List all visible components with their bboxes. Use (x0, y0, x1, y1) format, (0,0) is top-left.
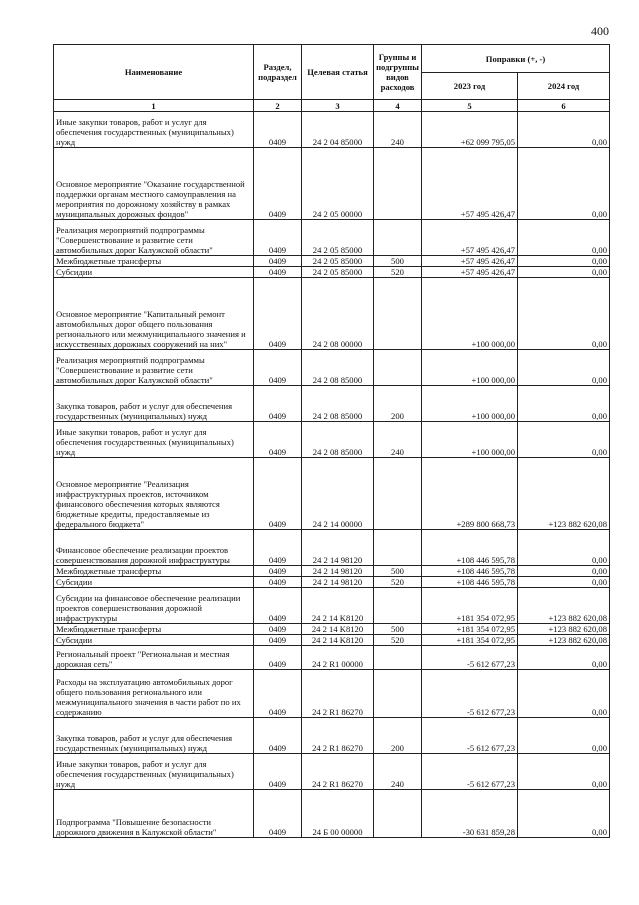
row-amount-2023: +100 000,00 (422, 350, 518, 386)
col-number: 2 (254, 100, 302, 112)
row-group (374, 790, 422, 838)
table-row (54, 386, 610, 422)
row-section: 0409 (254, 588, 302, 624)
row-amount-2024: +123 882 620,08 (518, 635, 610, 646)
row-section: 0409 (254, 256, 302, 267)
row-section: 0409 (254, 566, 302, 577)
row-section: 0409 (254, 386, 302, 422)
row-amount-2024: 0,00 (518, 422, 610, 458)
table-row (54, 458, 610, 530)
table-row (54, 624, 610, 635)
row-group (374, 670, 422, 718)
row-amount-2024: 0,00 (518, 530, 610, 566)
row-section: 0409 (254, 624, 302, 635)
row-amount-2023: -5 612 677,23 (422, 646, 518, 670)
row-target: 24 2 05 85000 (302, 267, 374, 278)
row-name: Основное мероприятие "Реализация инфраструктурных проектов, источником финансового обеспечения которых являются бюджетные кредиты, предоставляемые из федерального бюджета" (54, 458, 254, 530)
row-amount-2023: +108 446 595,78 (422, 566, 518, 577)
row-group: 240 (374, 422, 422, 458)
budget-amendments-table (53, 44, 610, 838)
row-amount-2023: +57 495 426,47 (422, 148, 518, 220)
row-group (374, 148, 422, 220)
row-group: 500 (374, 256, 422, 267)
row-target: 24 2 05 85000 (302, 220, 374, 256)
row-name: Региональный проект "Региональная и местная дорожная сеть" (54, 646, 254, 670)
header-groups: Группы и подгруппы видов расходов (374, 45, 422, 100)
row-amount-2024: 0,00 (518, 350, 610, 386)
header-target: Целевая статья (302, 45, 374, 100)
table-row (54, 530, 610, 566)
row-section: 0409 (254, 220, 302, 256)
row-amount-2023: +181 354 072,95 (422, 635, 518, 646)
row-target: 24 2 08 85000 (302, 422, 374, 458)
row-amount-2023: +100 000,00 (422, 422, 518, 458)
row-amount-2024: +123 882 620,08 (518, 458, 610, 530)
row-amount-2024: 0,00 (518, 256, 610, 267)
page-number: 400 (591, 24, 609, 38)
row-name: Иные закупки товаров, работ и услуг для обеспечения государственных (муниципальных) нужд (54, 422, 254, 458)
row-target: 24 2 14 98120 (302, 566, 374, 577)
row-section: 0409 (254, 350, 302, 386)
row-amount-2023: +181 354 072,95 (422, 624, 518, 635)
row-section: 0409 (254, 635, 302, 646)
table-row (54, 718, 610, 754)
row-amount-2024: 0,00 (518, 220, 610, 256)
table-row (54, 278, 610, 350)
table-row (54, 566, 610, 577)
row-name: Основное мероприятие "Оказание государственной поддержки органам местного самоуправления на мероприятия по дорожному хозяйству в рамках муниципальных дорожных фондов" (54, 148, 254, 220)
row-section: 0409 (254, 577, 302, 588)
row-amount-2023: +62 099 795,05 (422, 112, 518, 148)
row-group (374, 646, 422, 670)
row-name: Субсидии (54, 267, 254, 278)
row-amount-2024: 0,00 (518, 577, 610, 588)
row-section: 0409 (254, 148, 302, 220)
row-name: Субсидии (54, 635, 254, 646)
table-row (54, 148, 610, 220)
table-row (54, 635, 610, 646)
row-section: 0409 (254, 790, 302, 838)
header-year-2023: 2023 год (422, 73, 518, 100)
row-target: 24 2 R1 86270 (302, 754, 374, 790)
row-amount-2024: 0,00 (518, 718, 610, 754)
row-name: Расходы на эксплуатацию автомобильных дорог общего пользования регионального или межмуниципального значения в части работ по их содержанию (54, 670, 254, 718)
row-amount-2023: -5 612 677,23 (422, 754, 518, 790)
row-section: 0409 (254, 278, 302, 350)
col-number: 5 (422, 100, 518, 112)
row-name: Межбюджетные трансферты (54, 256, 254, 267)
row-amount-2024: 0,00 (518, 112, 610, 148)
row-section: 0409 (254, 670, 302, 718)
row-target: 24 2 R1 00000 (302, 646, 374, 670)
header-section: Раздел, подраздел (254, 45, 302, 100)
row-group (374, 220, 422, 256)
row-name: Реализация мероприятий подпрограммы "Совершенствование и развитие сети автомобильных дорог Калужской области" (54, 350, 254, 386)
row-target: 24 2 08 00000 (302, 278, 374, 350)
row-amount-2024: 0,00 (518, 278, 610, 350)
row-target: 24 2 14 K8120 (302, 635, 374, 646)
row-amount-2023: -5 612 677,23 (422, 718, 518, 754)
row-target: 24 2 04 85000 (302, 112, 374, 148)
row-amount-2023: -30 631 859,28 (422, 790, 518, 838)
row-group: 520 (374, 267, 422, 278)
row-target: 24 2 14 98120 (302, 530, 374, 566)
table-row (54, 577, 610, 588)
row-amount-2024: 0,00 (518, 754, 610, 790)
row-section: 0409 (254, 112, 302, 148)
table-row (54, 790, 610, 838)
row-name: Реализация мероприятий подпрограммы "Совершенствование и развитие сети автомобильных дорог Калужской области" (54, 220, 254, 256)
row-group (374, 530, 422, 566)
row-target: 24 2 05 00000 (302, 148, 374, 220)
row-amount-2023: +181 354 072,95 (422, 588, 518, 624)
row-group: 200 (374, 718, 422, 754)
row-amount-2024: 0,00 (518, 267, 610, 278)
table-row (54, 646, 610, 670)
row-name: Закупка товаров, работ и услуг для обеспечения государственных (муниципальных) нужд (54, 386, 254, 422)
row-amount-2023: +108 446 595,78 (422, 577, 518, 588)
row-target: 24 Б 00 00000 (302, 790, 374, 838)
header-amendments: Поправки (+, -) (422, 45, 610, 73)
row-amount-2024: +123 882 620,08 (518, 624, 610, 635)
table-row (54, 588, 610, 624)
row-name: Субсидии на финансовое обеспечение реализации проектов совершенствования дорожной инфраструктуры (54, 588, 254, 624)
col-number: 6 (518, 100, 610, 112)
row-amount-2024: 0,00 (518, 386, 610, 422)
row-target: 24 2 14 00000 (302, 458, 374, 530)
row-section: 0409 (254, 754, 302, 790)
header-year-2024: 2024 год (518, 73, 610, 100)
row-name: Подпрограмма "Повышение безопасности дорожного движения в Калужской области" (54, 790, 254, 838)
row-amount-2023: +289 800 668,73 (422, 458, 518, 530)
row-target: 24 2 14 K8120 (302, 624, 374, 635)
row-amount-2023: +57 495 426,47 (422, 256, 518, 267)
row-amount-2023: +57 495 426,47 (422, 220, 518, 256)
table-row (54, 670, 610, 718)
row-name: Межбюджетные трансферты (54, 624, 254, 635)
row-amount-2024: +123 882 620,08 (518, 588, 610, 624)
row-target: 24 2 05 85000 (302, 256, 374, 267)
row-group: 520 (374, 635, 422, 646)
row-target: 24 2 08 85000 (302, 350, 374, 386)
row-group (374, 278, 422, 350)
row-amount-2024: 0,00 (518, 670, 610, 718)
row-group (374, 350, 422, 386)
row-section: 0409 (254, 718, 302, 754)
table-row (54, 256, 610, 267)
row-group (374, 588, 422, 624)
row-amount-2024: 0,00 (518, 566, 610, 577)
row-amount-2024: 0,00 (518, 646, 610, 670)
row-group: 240 (374, 754, 422, 790)
row-group: 200 (374, 386, 422, 422)
row-group: 500 (374, 624, 422, 635)
row-section: 0409 (254, 422, 302, 458)
row-amount-2023: +100 000,00 (422, 278, 518, 350)
row-name: Иные закупки товаров, работ и услуг для обеспечения государственных (муниципальных) нужд (54, 112, 254, 148)
header-name: Наименование (54, 45, 254, 100)
table-row (54, 350, 610, 386)
row-section: 0409 (254, 530, 302, 566)
row-section: 0409 (254, 646, 302, 670)
row-group: 240 (374, 112, 422, 148)
col-number: 4 (374, 100, 422, 112)
row-target: 24 2 14 K8120 (302, 588, 374, 624)
table-row (54, 220, 610, 256)
row-amount-2023: +57 495 426,47 (422, 267, 518, 278)
row-section: 0409 (254, 267, 302, 278)
table-row (54, 422, 610, 458)
row-name: Закупка товаров, работ и услуг для обеспечения государственных (муниципальных) нужд (54, 718, 254, 754)
row-amount-2023: -5 612 677,23 (422, 670, 518, 718)
row-group (374, 458, 422, 530)
row-group: 520 (374, 577, 422, 588)
row-amount-2023: +108 446 595,78 (422, 530, 518, 566)
row-name: Субсидии (54, 577, 254, 588)
row-section: 0409 (254, 458, 302, 530)
col-number: 3 (302, 100, 374, 112)
row-amount-2024: 0,00 (518, 790, 610, 838)
row-amount-2023: +100 000,00 (422, 386, 518, 422)
row-target: 24 2 R1 86270 (302, 670, 374, 718)
table-row (54, 754, 610, 790)
row-name: Иные закупки товаров, работ и услуг для обеспечения государственных (муниципальных) нужд (54, 754, 254, 790)
row-name: Межбюджетные трансферты (54, 566, 254, 577)
row-target: 24 2 08 85000 (302, 386, 374, 422)
row-name: Финансовое обеспечение реализации проектов совершенствования дорожной инфраструктуры (54, 530, 254, 566)
row-group: 500 (374, 566, 422, 577)
row-amount-2024: 0,00 (518, 148, 610, 220)
table-row (54, 267, 610, 278)
row-target: 24 2 14 98120 (302, 577, 374, 588)
table-row (54, 112, 610, 148)
col-number: 1 (54, 100, 254, 112)
row-target: 24 2 R1 86270 (302, 718, 374, 754)
row-name: Основное мероприятие "Капитальный ремонт автомобильных дорог общего пользования регионального или межмуниципального значения и искусственных дорожных сооружений на них" (54, 278, 254, 350)
